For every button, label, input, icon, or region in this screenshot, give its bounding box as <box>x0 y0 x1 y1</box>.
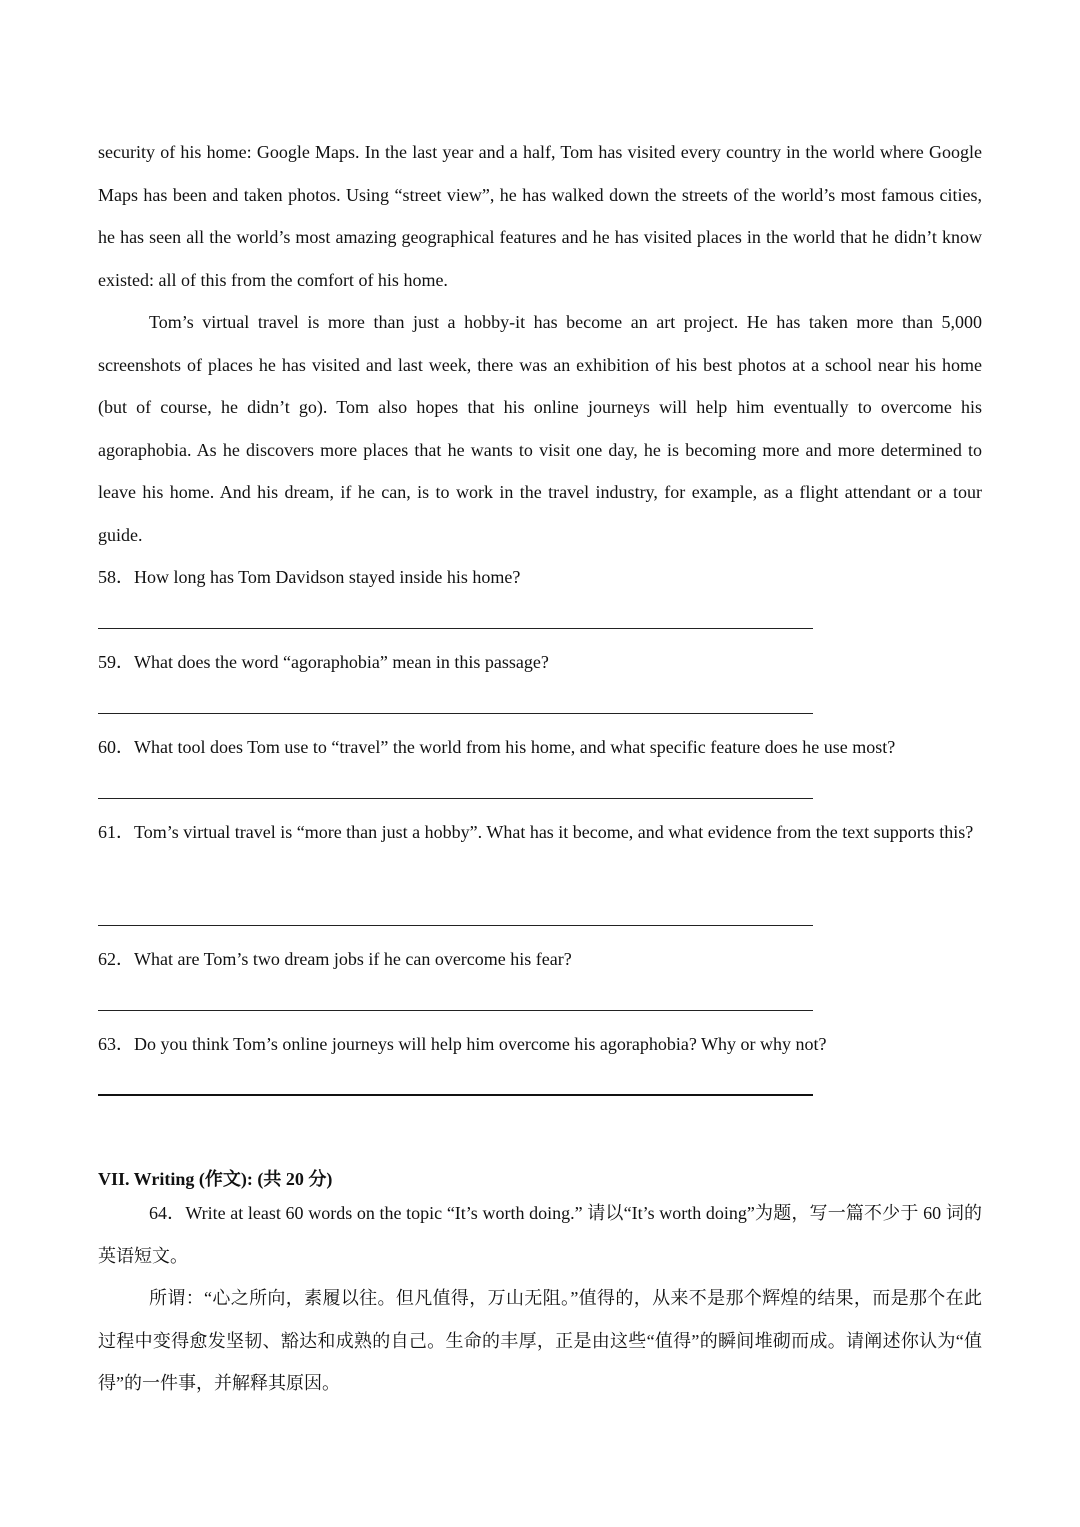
question-59: 59．What does the word “agoraphobia” mean in this passage? <box>98 652 549 672</box>
answer-line-61[interactable] <box>98 925 813 926</box>
writing-task: 64．Write at least 60 words on the topic “It’s worth doing.” 请以“It’s worth doing”为题，写一篇不少于 60 词的英语短文。 <box>98 1203 982 1266</box>
answer-line-59[interactable] <box>98 713 813 714</box>
writing-section-title: VII. Writing (作文): (共 20 分) <box>98 1169 333 1189</box>
passage-paragraph-2: Tom’s virtual travel is more than just a hobby-it has become an art project. He has taken more than 5,000 screenshots of places he has visited and last week, there was an exhibition of his best photos at a school near his home (but of course, he didn’t go). Tom also hopes that his online journeys will help him eventually to overcome his agoraphobia. As he discovers more places that he wants to visit one day, he is becoming more and more determined to leave his home. And his dream, if he can, is to work in the travel industry, for example, as a flight attendant or a tour guide. <box>98 312 982 545</box>
question-60: 60．What tool does Tom use to “travel” the world from his home, and what specific feature does he use most? <box>98 737 896 757</box>
question-61: 61．Tom’s virtual travel is “more than just a hobby”. What has it become, and what evidence from the text supports this? <box>98 822 974 842</box>
answer-line-58[interactable] <box>98 628 813 629</box>
passage-paragraph-1: security of his home: Google Maps. In the last year and a half, Tom has visited every country in the world where Google Maps has been and taken photos. Using “street view”, he has walked down the streets of the world’s most famous cities, he has seen all the world’s most amazing geographical features and he has visited places in the world that he didn’t know existed: all of this from the comfort of his home. <box>98 142 982 290</box>
question-63: 63．Do you think Tom’s online journeys will help him overcome his agoraphobia? Why or why not? <box>98 1034 827 1054</box>
answer-line-62[interactable] <box>98 1010 813 1011</box>
question-58: 58．How long has Tom Davidson stayed inside his home? <box>98 567 521 587</box>
answer-line-63[interactable] <box>98 1094 813 1096</box>
writing-prompt: 所谓：“心之所向，素履以往。但凡值得，万山无阻。”值得的，从来不是那个辉煌的结果，而是那个在此过程中变得愈发坚韧、豁达和成熟的自己。生命的丰厚，正是由这些“值得”的瞬间堆砌而成。请阐述你认为“值得”的一件事，并解释其原因。 <box>98 1288 982 1393</box>
question-62: 62．What are Tom’s two dream jobs if he can overcome his fear? <box>98 949 572 969</box>
answer-line-60[interactable] <box>98 798 813 799</box>
